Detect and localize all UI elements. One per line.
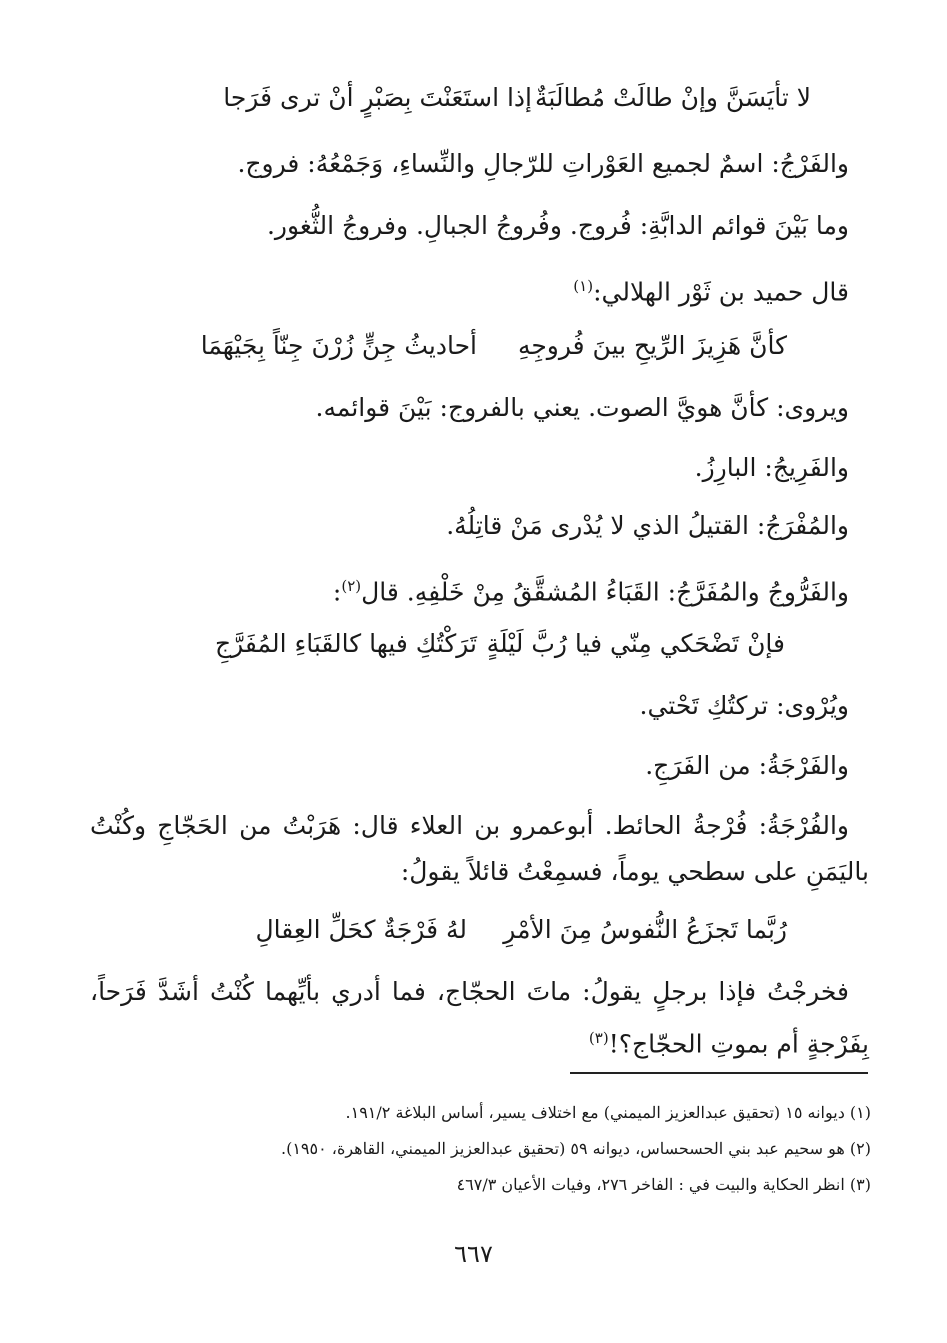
text-line-14: باليَمَنِ على سطحي يوماً، فسمِعْتُ قائلاً يقولُ:: [400, 857, 869, 886]
text-line-13: والفُرْجَةُ: فُرْجةُ الحائط. أبوعمرو بن العلاء قال: هَرَبْتُ من الحَجّاجِ وكُنْتُ: [90, 811, 849, 840]
verse-2-second-hemistich: أحاديثُ جِنٍّ زُرْنَ جِنّاً بِجَيْهَمَا: [200, 331, 477, 360]
verse-3-second-hemistich: تَرَكْتُكِ فيها كالقَبَاءِ المُفَرَّجِ: [214, 629, 477, 658]
text-line-17-body: بِفَرْجةٍ أم بموتِ الحجّاج؟!: [608, 1029, 869, 1059]
verse-1-first-hemistich: لا تأيَسَنَّ وإنْ طالَتْ مُطالَبَةٌ: [534, 83, 811, 112]
footnote-separator: [570, 1072, 868, 1074]
text-line-9: والفَرُّوجُ والمُفَرَّجُ: القَبَاءُ المُشقَّقُ مِنْ خَلْفِهِ. قال$^{(٢)}$:: [332, 577, 849, 607]
verse-1-second-hemistich: إذا استَعَنْتَ بِصَبْرٍ أنْ ترى فَرَجا: [223, 83, 532, 112]
text-line-3: وما بَيْنَ قوائم الدابَّةِ: فُروج. وفُروجُ الجبالِ. وفروجُ الثُّغور.: [266, 211, 849, 240]
verse-2-first-hemistich: كأنَّ هَزِيزَ الرِّيحِ بينَ فُروجِهِ: [517, 331, 787, 360]
verse-3-first-hemistich: فإنْ تَضْحَكي مِنّي فيا رُبَّ لَيْلَةٍ: [486, 629, 785, 658]
text-line-2: والفَرْجُ: اسمٌ لجميع العَوْراتِ للرّجالِ والنِّساءِ، وَجَمْعُهُ: فروج.: [237, 149, 849, 178]
text-line-17: [589, 1018, 869, 1064]
page-number: ٦٦٧: [454, 1240, 493, 1268]
text-line-6: ويروى: كأنَّ هويَّ الصوت. يعني بالفروج: بَيْنَ قوائمه.: [315, 393, 849, 422]
text-line-16: فخرجْتُ فإذا برجلٍ يقولُ: ماتَ الحجّاج، فما أدري بأيِّهما كُنْتُ أشَدَّ فَرَحاً،: [90, 977, 849, 1006]
footnote-ref-1: (١): [573, 277, 594, 295]
text-line-9-body: والفَرُّوجُ والمُفَرَّجُ: القَبَاءُ المُشقَّقُ مِنْ خَلْفِهِ. قال: [361, 577, 849, 607]
text-line-11: ويُرْوى: تركتُكِ تَحْتي.: [639, 691, 849, 720]
footnote-2: (٢) هو سحيم عبد بني الحسحساس، ديوانه ٥٩ (تحقيق عبدالعزيز الميمني، القاهرة، ١٩٥٠).: [280, 1139, 871, 1158]
text-line-4: [573, 266, 849, 312]
footnote-ref-3: (٣): [588, 1029, 609, 1047]
verse-4-second-hemistich: لهُ فَرْجَةٌ كحَلِّ العِقالِ: [255, 915, 467, 944]
footnote-ref-2: (٢): [341, 577, 362, 595]
verse-4-first-hemistich: رُبَّما تَجزَعُ النُّفوسُ مِنَ الأمْرِ: [503, 915, 787, 944]
text-line-12: والفَرْجَةُ: من الفَرَجِ.: [645, 751, 849, 780]
footnote-3: (٣) انظر الحكاية والبيت في : الفاخر ٢٧٦، وفيات الأعيان ٤٦٧/٣: [456, 1175, 871, 1194]
text-line-7: والفَرِيجُ: البارِزُ.: [694, 453, 849, 482]
footnote-1: (١) ديوانه ١٥ (تحقيق عبدالعزيز الميمني) مع اختلاف يسير، أساس البلاغة ١٩١/٢.: [345, 1103, 871, 1122]
text-line-4-body: قال حميد بن ثَوْر الهلالي:: [593, 277, 849, 307]
text-line-8: والمُفْرَجُ: القتيلُ الذي لا يُدْرى مَنْ قاتِلُهُ.: [446, 511, 849, 540]
